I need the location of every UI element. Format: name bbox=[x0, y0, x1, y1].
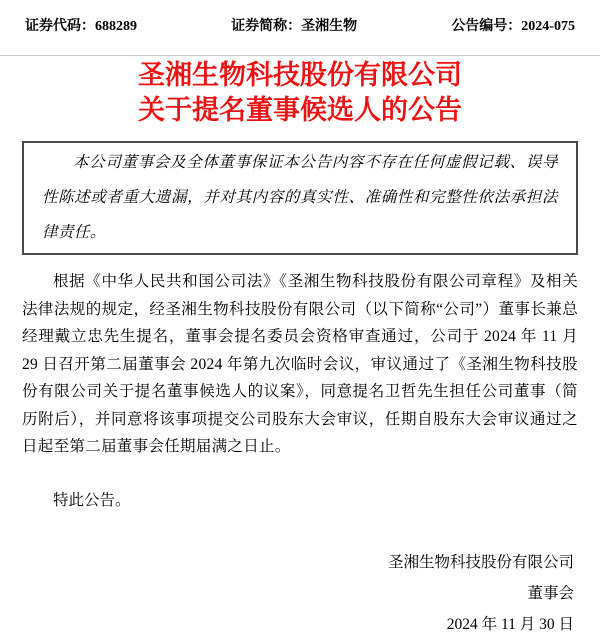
board-statement-text: 本公司董事会及全体董事保证本公告内容不存在任何虚假记载、误导性陈述或者重大遗漏，并对其内容的真实性、准确性和完整性依法承担法律责任。 bbox=[42, 154, 558, 241]
document-header bbox=[0, 0, 600, 36]
signature-board: 董事会 bbox=[527, 584, 574, 602]
stock-code: 证券代码：688289 bbox=[25, 19, 137, 34]
announcement-number: 公告编号：2024-075 bbox=[451, 19, 575, 34]
board-statement-box bbox=[22, 141, 578, 255]
closing-text: 特此公告。 bbox=[53, 491, 131, 509]
header-divider bbox=[0, 55, 600, 56]
signature-date: 2024 年 11 月 30 日 bbox=[446, 615, 574, 633]
signature-block bbox=[0, 547, 600, 640]
closing-line bbox=[22, 487, 578, 514]
stock-short-name: 证券简称：圣湘生物 bbox=[231, 19, 358, 34]
title-subject-line: 关于提名董事候选人的公告 bbox=[138, 95, 462, 125]
document-title bbox=[0, 58, 600, 128]
title-company-line: 圣湘生物科技股份有限公司 bbox=[138, 60, 462, 90]
signature-company: 圣湘生物科技股份有限公司 bbox=[387, 553, 574, 571]
body-paragraph-text: 根据《中华人民共和国公司法》《圣湘生物科技股份有限公司章程》及相关法律法规的规定，经圣湘生物科技股份有限公司（以下简称“公司”）董事长兼总经理戴立忠先生提名，董事会提名委员会资格审查通过，公司于 2024 年 11 月 29 日召开第二届董事会 2024 年第九次临时会议，审议通过了《圣湘生物科技股份有限公司关于提名董事候选人的议案》，同意提名卫哲先生担任公司董事（简历附后），并同意将该事项提交公司股东大会审议，任期自股东大会审议通过之日起至第二届董事会任期届满之日止。 bbox=[22, 273, 578, 455]
body-paragraph bbox=[22, 268, 578, 461]
